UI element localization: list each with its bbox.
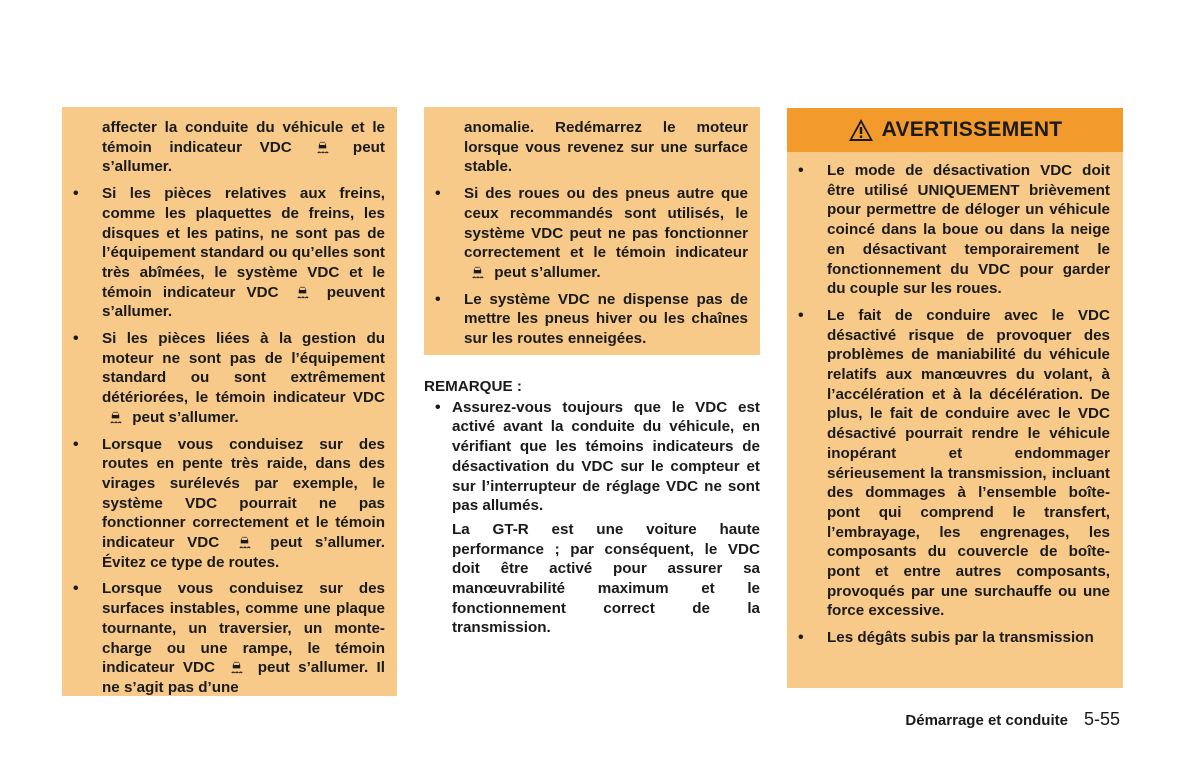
vdc-indicator-icon bbox=[290, 284, 316, 299]
remarque-title: REMARQUE : bbox=[424, 378, 522, 395]
column-1-bullet-slopes: • Lorsque vous conduisez sur des routes en pente très raide, dans des virages surélevés par exemple, le système VDC pourrait ne pas fonctionner correctement et le témoin indicateur VDC peut s’allumer. Évitez ce type de routes. bbox=[62, 435, 385, 573]
vdc-indicator-icon bbox=[102, 409, 128, 424]
column-2-bullet-wheels: • Si des roues ou des pneus autre que ceux recommandés sont utilisés, le système VDC peut ne pas fonctionner correctement et le témoin indicateur peut s’allumer. bbox=[424, 184, 748, 283]
page-number: 5-55 bbox=[1083, 709, 1120, 729]
remarque-section bbox=[424, 377, 760, 638]
vdc-indicator-icon bbox=[223, 659, 249, 674]
remarque-bullet: • Assurez-vous toujours que le VDC est activé avant la conduite du véhicule, en vérifiant que les témoins indicateurs de désactivation du VDC sur le compteur et sur l’interrupteur de réglage VDC ne sont pas allumés. bbox=[424, 398, 760, 516]
warning-bullet-damage: • Les dégâts subis par la transmission bbox=[787, 628, 1110, 648]
column-1-intro: affecter la conduite du véhicule et le témoin indicateur VDC peut s’allumer. bbox=[102, 119, 385, 176]
warning-bullet-risks: • Le fait de conduire avec le VDC désactivé risque de provoquer des problèmes de maniabilité du véhicule relatifs aux manœuvres du volant, à l’accélération et à la décélération. De plus, le fait de conduire avec le VDC désactivé pourrait rendre le véhicule inopérant et endommager sérieusement la transmission, incluant des dommages à l’ensemble boîte-pont qui comprend le transfert, l’embrayage, les engrenages, les composants du couvercle de boîte-pont et entre autres composants, provoqués par une surchauffe ou une force excessive. bbox=[787, 306, 1110, 621]
page-footer bbox=[905, 709, 1120, 730]
vdc-indicator-icon bbox=[232, 534, 258, 549]
column-1-bullet-surfaces: • Lorsque vous conduisez sur des surfaces instables, comme une plaque tournante, un traversier, un monte-charge ou une rampe, le témoin indicateur VDC peut s’allumer. Il ne s’agit pas d’une bbox=[62, 579, 385, 697]
warning-bullet-usage: • Le mode de désactivation VDC doit être utilisé UNIQUEMENT brièvement pour permettre de déloger un véhicule coincé dans la boue ou dans la neige en désactivant temporairement le fonctionnement du VDC pour garder du couple sur les roues. bbox=[787, 161, 1110, 299]
column-1-text bbox=[62, 118, 385, 705]
column-2-intro: anomalie. Redémarrez le moteur lorsque vous revenez sur une surface stable. bbox=[464, 119, 748, 176]
column-1-bullet-engine: • Si les pièces liées à la gestion du moteur ne sont pas de l’équipement standard ou sont extrêmement détériorées, le témoin indicateur VDC peut s’allumer. bbox=[62, 329, 385, 428]
column-2-bullet-chains: • Le système VDC ne dispense pas de mettre les pneus hiver ou les chaînes sur les routes enneigées. bbox=[424, 290, 748, 349]
warning-box bbox=[787, 108, 1123, 688]
warning-text bbox=[787, 161, 1110, 655]
warning-title: AVERTISSEMENT bbox=[881, 118, 1063, 141]
warning-header bbox=[787, 108, 1123, 152]
section-title: Démarrage et conduite bbox=[905, 712, 1068, 729]
vdc-indicator-icon bbox=[464, 264, 490, 279]
vdc-indicator-icon bbox=[309, 139, 335, 154]
remarque-paragraph: La GT-R est une voiture haute performance ; par conséquent, le VDC doit être activé pour assurer sa manœuvrabilité maximum et le fonctionnement correct de la transmission. bbox=[452, 520, 760, 637]
warning-triangle-icon bbox=[848, 118, 874, 142]
column-2-box bbox=[424, 107, 760, 355]
column-1-bullet-brakes: • Si les pièces relatives aux freins, comme les plaquettes de freins, les disques et les patins, ne sont pas de l’équipement standard ou qu’elles sont très abîmées, le système VDC et le témoin indicateur VDC peuvent s’allumer. bbox=[62, 184, 385, 322]
column-1-box bbox=[62, 107, 397, 696]
column-2-text bbox=[424, 118, 748, 356]
